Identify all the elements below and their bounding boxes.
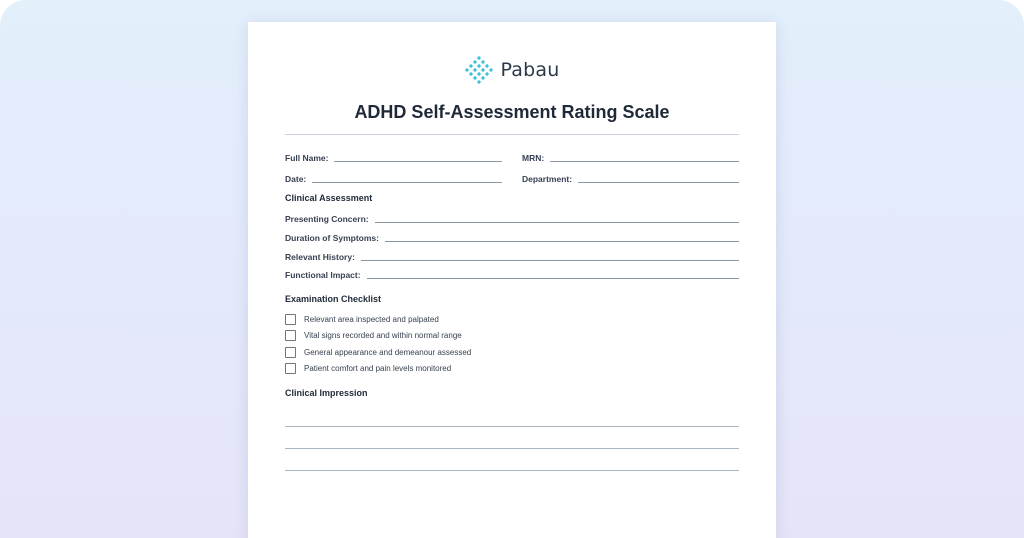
checklist-item[interactable] bbox=[285, 313, 439, 325]
date-label: Date: bbox=[285, 174, 307, 184]
full-name-field[interactable] bbox=[285, 149, 502, 163]
diamond-dot-grid-icon bbox=[465, 56, 493, 84]
form-sheet bbox=[248, 22, 776, 538]
relevant-history-input-line[interactable] bbox=[361, 260, 739, 261]
relevant-history-field[interactable] bbox=[285, 248, 739, 262]
checklist-item-label: Patient comfort and pain levels monitored bbox=[304, 363, 452, 373]
brand-name: Pabau bbox=[500, 59, 560, 81]
checkbox[interactable] bbox=[285, 347, 296, 358]
presenting-concern-label: Presenting Concern: bbox=[285, 214, 369, 224]
checklist-item-label: General appearance and demeanour assessed bbox=[304, 347, 472, 357]
functional-impact-field[interactable] bbox=[285, 266, 739, 280]
title-divider bbox=[285, 134, 739, 135]
date-input-line[interactable] bbox=[312, 182, 502, 183]
checkbox[interactable] bbox=[285, 314, 296, 325]
relevant-history-label: Relevant History: bbox=[285, 252, 355, 262]
clinical-impression-line[interactable] bbox=[285, 448, 739, 449]
full-name-label: Full Name: bbox=[285, 153, 329, 163]
department-field[interactable] bbox=[522, 170, 739, 184]
mrn-input-line[interactable] bbox=[550, 161, 739, 162]
clinical-impression-heading: Clinical Impression bbox=[285, 388, 368, 398]
mrn-field[interactable] bbox=[522, 149, 739, 163]
checklist-item[interactable] bbox=[285, 329, 462, 341]
clinical-assessment-heading: Clinical Assessment bbox=[285, 193, 373, 203]
examination-checklist-heading: Examination Checklist bbox=[285, 294, 382, 304]
checklist-item[interactable] bbox=[285, 362, 451, 374]
checklist-item-label: Relevant area inspected and palpated bbox=[304, 314, 439, 324]
clinical-impression-line[interactable] bbox=[285, 426, 739, 427]
date-field[interactable] bbox=[285, 170, 502, 184]
document-title: ADHD Self-Assessment Rating Scale bbox=[354, 102, 670, 122]
checkbox[interactable] bbox=[285, 363, 296, 374]
checkbox[interactable] bbox=[285, 330, 296, 341]
functional-impact-input-line[interactable] bbox=[367, 278, 739, 279]
full-name-input-line[interactable] bbox=[334, 161, 502, 162]
clinical-impression-line[interactable] bbox=[285, 470, 739, 471]
brand-logo bbox=[248, 56, 776, 84]
presenting-concern-field[interactable] bbox=[285, 210, 739, 224]
mrn-label: MRN: bbox=[522, 153, 545, 163]
duration-of-symptoms-label: Duration of Symptoms: bbox=[285, 233, 379, 243]
department-label: Department: bbox=[522, 174, 573, 184]
checklist-item[interactable] bbox=[285, 346, 471, 358]
presenting-concern-input-line[interactable] bbox=[375, 222, 739, 223]
functional-impact-label: Functional Impact: bbox=[285, 270, 361, 280]
checklist-item-label: Vital signs recorded and within normal range bbox=[304, 330, 462, 340]
department-input-line[interactable] bbox=[578, 182, 739, 183]
duration-of-symptoms-field[interactable] bbox=[285, 229, 739, 243]
duration-of-symptoms-input-line[interactable] bbox=[385, 241, 739, 242]
